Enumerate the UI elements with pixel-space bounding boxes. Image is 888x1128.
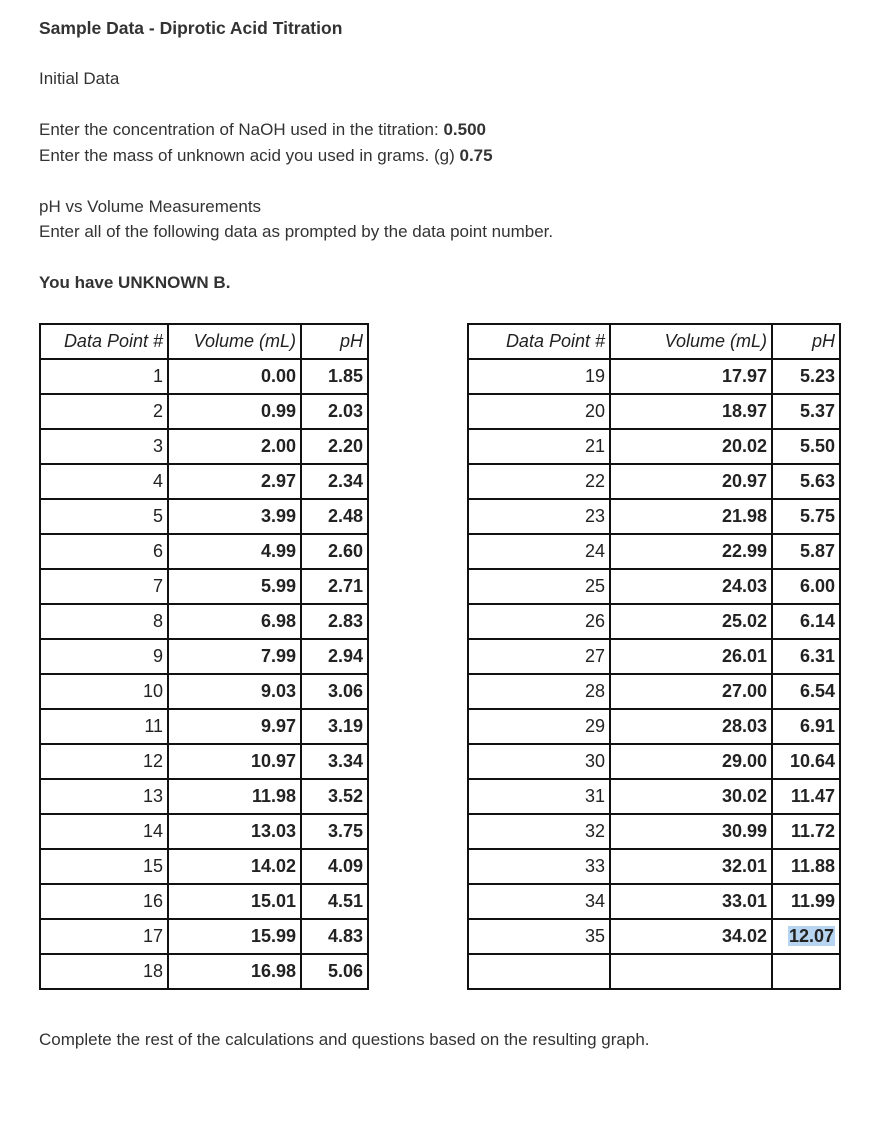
- data-point-cell[interactable]: [40, 429, 168, 464]
- ph-cell[interactable]: [772, 394, 840, 429]
- ph-cell[interactable]: [772, 954, 840, 989]
- data-point-cell[interactable]: [40, 674, 168, 709]
- ph-cell-value: 5.75: [799, 506, 835, 526]
- ph-cell[interactable]: [301, 954, 368, 989]
- table-gap: [368, 779, 468, 814]
- data-point-cell[interactable]: [40, 954, 168, 989]
- data-point-cell[interactable]: [40, 884, 168, 919]
- table-gap: [368, 534, 468, 569]
- volume-cell[interactable]: [168, 569, 301, 604]
- ph-cell[interactable]: [301, 464, 368, 499]
- volume-cell[interactable]: [168, 744, 301, 779]
- data-point-cell-value: 35: [584, 926, 605, 946]
- data-point-cell-value: 14: [142, 821, 163, 841]
- data-point-cell-value: 31: [584, 786, 605, 806]
- data-point-cell[interactable]: [468, 359, 610, 394]
- ph-cell[interactable]: [301, 884, 368, 919]
- ph-cell[interactable]: [301, 744, 368, 779]
- data-point-cell[interactable]: [468, 884, 610, 919]
- data-point-cell-value: 22: [584, 471, 605, 491]
- volume-cell[interactable]: [168, 919, 301, 954]
- naoh-prompt: Enter the concentration of NaOH used in the titration:: [39, 120, 439, 139]
- volume-cell[interactable]: [168, 359, 301, 394]
- ph-cell-value: 6.31: [799, 646, 835, 666]
- header-data-point-right: Data Point #: [468, 324, 610, 359]
- ph-cell[interactable]: [772, 744, 840, 779]
- volume-cell-value: 26.01: [721, 646, 767, 666]
- volume-cell-value: 2.00: [260, 436, 296, 456]
- volume-cell-value: 15.01: [250, 891, 296, 911]
- ph-cell[interactable]: [772, 814, 840, 849]
- volume-cell-value: 15.99: [250, 926, 296, 946]
- table-gap: [368, 324, 468, 359]
- volume-cell[interactable]: [610, 569, 772, 604]
- volume-cell[interactable]: [610, 779, 772, 814]
- volume-cell[interactable]: [610, 674, 772, 709]
- table-row: [40, 779, 840, 814]
- ph-cell-value: 11.72: [790, 821, 835, 841]
- volume-cell[interactable]: [610, 639, 772, 674]
- table-row: [40, 359, 840, 394]
- data-point-cell[interactable]: [468, 709, 610, 744]
- ph-cell[interactable]: [772, 674, 840, 709]
- data-point-cell[interactable]: [40, 639, 168, 674]
- data-point-cell[interactable]: [40, 604, 168, 639]
- volume-cell-value: 9.03: [260, 681, 296, 701]
- footer-instruction: Complete the rest of the calculations and questions based on the resulting graph.: [39, 1030, 650, 1049]
- table-row: [40, 674, 840, 709]
- table-row: [40, 884, 840, 919]
- volume-cell[interactable]: [610, 849, 772, 884]
- data-point-cell-value: 1: [152, 366, 163, 386]
- ph-cell[interactable]: [772, 604, 840, 639]
- data-point-cell-value: 7: [152, 576, 163, 596]
- volume-cell[interactable]: [610, 464, 772, 499]
- data-point-cell-value: 8: [152, 611, 163, 631]
- ph-cell-value: 2.94: [327, 646, 363, 666]
- volume-cell[interactable]: [610, 499, 772, 534]
- volume-cell[interactable]: [610, 744, 772, 779]
- ph-cell-value: 6.00: [799, 576, 835, 596]
- ph-cell-value: 5.37: [799, 401, 835, 421]
- table-row: [40, 849, 840, 884]
- ph-cell[interactable]: [301, 639, 368, 674]
- table-row: [40, 429, 840, 464]
- data-point-cell-value: 6: [152, 541, 163, 561]
- volume-cell-value: 5.99: [260, 576, 296, 596]
- ph-cell-value: 1.85: [327, 366, 363, 386]
- table-row: [40, 604, 840, 639]
- table-gap: [368, 429, 468, 464]
- volume-cell-value: 21.98: [721, 506, 767, 526]
- data-point-cell-value: 27: [584, 646, 605, 666]
- table-gap: [368, 954, 468, 989]
- data-point-cell[interactable]: [468, 464, 610, 499]
- data-point-cell[interactable]: [40, 779, 168, 814]
- volume-cell-value: 24.03: [721, 576, 767, 596]
- volume-cell-value: 4.99: [260, 541, 296, 561]
- volume-cell[interactable]: [168, 534, 301, 569]
- table-gap: [368, 814, 468, 849]
- ph-cell[interactable]: [301, 779, 368, 814]
- mass-value[interactable]: 0.75: [459, 146, 493, 165]
- data-point-cell-value: 30: [584, 751, 605, 771]
- volume-cell[interactable]: [610, 604, 772, 639]
- ph-cell[interactable]: [301, 919, 368, 954]
- volume-cell[interactable]: [168, 499, 301, 534]
- volume-cell[interactable]: [610, 709, 772, 744]
- table-gap: [368, 674, 468, 709]
- ph-cell-value: 2.71: [327, 576, 363, 596]
- data-point-cell-value: 3: [152, 436, 163, 456]
- data-point-cell-value: 2: [152, 401, 163, 421]
- volume-cell-value: 11.98: [251, 786, 296, 806]
- ph-cell-value: 6.54: [799, 681, 835, 701]
- volume-cell-value: 29.00: [721, 751, 767, 771]
- volume-cell[interactable]: [168, 604, 301, 639]
- volume-cell-value: 34.02: [721, 926, 767, 946]
- table-row: [40, 744, 840, 779]
- ph-cell[interactable]: [772, 429, 840, 464]
- volume-cell-value: 6.98: [260, 611, 296, 631]
- volume-cell[interactable]: [168, 814, 301, 849]
- ph-cell[interactable]: [301, 674, 368, 709]
- volume-cell[interactable]: [168, 464, 301, 499]
- data-point-cell-value: 10: [142, 681, 163, 701]
- volume-cell-value: 10.97: [250, 751, 296, 771]
- data-point-cell[interactable]: [40, 919, 168, 954]
- ph-cell-value: 6.14: [799, 611, 835, 631]
- ph-cell-value: 2.83: [327, 611, 363, 631]
- data-point-cell[interactable]: [40, 814, 168, 849]
- table-gap: [368, 499, 468, 534]
- volume-cell-value: 17.97: [721, 366, 767, 386]
- volume-cell[interactable]: [610, 884, 772, 919]
- ph-cell-value: 4.51: [327, 891, 363, 911]
- data-point-cell-value: 20: [584, 401, 605, 421]
- data-point-cell-value: 15: [142, 856, 163, 876]
- table-header-row: [40, 324, 840, 359]
- volume-cell-value: 3.99: [260, 506, 296, 526]
- volume-cell-value: 30.02: [721, 786, 767, 806]
- table-gap: [368, 464, 468, 499]
- data-point-cell-value: 11: [144, 716, 163, 736]
- volume-cell-value: 0.99: [260, 401, 296, 421]
- volume-cell-value: 0.00: [260, 366, 296, 386]
- table-gap: [368, 709, 468, 744]
- volume-cell-value: 9.97: [260, 716, 296, 736]
- ph-cell[interactable]: [772, 359, 840, 394]
- volume-cell-value: 14.02: [250, 856, 296, 876]
- ph-cell-value: 2.48: [327, 506, 363, 526]
- ph-cell-value: 2.20: [327, 436, 363, 456]
- volume-cell[interactable]: [168, 709, 301, 744]
- data-point-cell-value: 19: [584, 366, 605, 386]
- table-gap: [368, 884, 468, 919]
- table-row: [40, 394, 840, 429]
- table-gap: [368, 604, 468, 639]
- data-point-cell-value: 16: [142, 891, 163, 911]
- volume-cell[interactable]: [168, 849, 301, 884]
- data-point-cell[interactable]: [468, 429, 610, 464]
- volume-cell-value: 13.03: [250, 821, 296, 841]
- ph-cell-value: 11.99: [790, 891, 835, 911]
- table-gap: [368, 919, 468, 954]
- data-point-cell-value: 28: [584, 681, 605, 701]
- data-point-cell-value: 4: [152, 471, 163, 491]
- ph-cell-value: 12.07: [788, 926, 834, 946]
- data-point-cell-value: 21: [584, 436, 605, 456]
- data-point-cell-value: 32: [584, 821, 605, 841]
- ph-cell[interactable]: [772, 884, 840, 919]
- ph-cell-value: 4.09: [327, 856, 363, 876]
- table-row: [40, 814, 840, 849]
- table-row: [40, 499, 840, 534]
- data-point-cell[interactable]: [40, 464, 168, 499]
- ph-cell[interactable]: [301, 814, 368, 849]
- ph-cell[interactable]: [772, 849, 840, 884]
- naoh-value[interactable]: 0.500: [443, 120, 487, 139]
- table-gap: [368, 744, 468, 779]
- volume-cell[interactable]: [168, 884, 301, 919]
- ph-cell[interactable]: [301, 429, 368, 464]
- data-point-cell-value: 25: [584, 576, 605, 596]
- ph-cell[interactable]: [301, 534, 368, 569]
- ph-cell[interactable]: [301, 604, 368, 639]
- volume-cell-value: 32.01: [721, 856, 767, 876]
- ph-cell[interactable]: [772, 919, 840, 954]
- ph-cell-value: 4.83: [327, 926, 363, 946]
- data-point-cell[interactable]: [468, 849, 610, 884]
- ph-cell-value: 3.06: [327, 681, 363, 701]
- volume-cell[interactable]: [168, 779, 301, 814]
- volume-cell-value: 7.99: [260, 646, 296, 666]
- table-gap: [368, 569, 468, 604]
- ph-cell-value: 5.63: [799, 471, 835, 491]
- header-volume-right: Volume (mL): [610, 324, 772, 359]
- table-row: [40, 639, 840, 674]
- ph-cell-value: 3.34: [327, 751, 363, 771]
- volume-cell-value: 16.98: [250, 961, 296, 981]
- table-gap: [368, 639, 468, 674]
- ph-cell-value: 10.64: [789, 751, 835, 771]
- volume-cell-value: 28.03: [721, 716, 767, 736]
- ph-cell[interactable]: [772, 464, 840, 499]
- ph-cell-value: 2.34: [327, 471, 363, 491]
- data-point-cell-value: 33: [584, 856, 605, 876]
- acid-mass-line: [39, 146, 493, 166]
- volume-cell-value: 2.97: [260, 471, 296, 491]
- table-gap: [368, 849, 468, 884]
- ph-cell[interactable]: [772, 499, 840, 534]
- data-point-cell-value: 24: [584, 541, 605, 561]
- data-point-cell-value: 9: [152, 646, 163, 666]
- table-row: [40, 464, 840, 499]
- ph-cell-value: 3.75: [327, 821, 363, 841]
- ph-cell-value: 11.47: [790, 786, 835, 806]
- volume-cell-value: 30.99: [721, 821, 767, 841]
- data-point-cell[interactable]: [468, 919, 610, 954]
- volume-cell-value: 18.97: [721, 401, 767, 421]
- ph-cell[interactable]: [301, 569, 368, 604]
- ph-cell-value: 5.87: [799, 541, 835, 561]
- volume-cell[interactable]: [168, 954, 301, 989]
- naoh-concentration-line: [39, 120, 486, 140]
- ph-cell-value: 5.06: [327, 961, 363, 981]
- data-point-cell[interactable]: [40, 394, 168, 429]
- data-point-cell-value: 18: [142, 961, 163, 981]
- data-point-cell[interactable]: [468, 639, 610, 674]
- data-point-cell-value: 29: [584, 716, 605, 736]
- data-point-cell[interactable]: [468, 499, 610, 534]
- data-point-cell[interactable]: [468, 604, 610, 639]
- data-point-cell[interactable]: [468, 674, 610, 709]
- ph-cell-value: 2.03: [327, 401, 363, 421]
- unknown-label: You have UNKNOWN B.: [39, 273, 231, 292]
- data-point-cell[interactable]: [468, 534, 610, 569]
- data-point-cell-value: 26: [584, 611, 605, 631]
- volume-cell-value: 20.97: [721, 471, 767, 491]
- data-point-cell[interactable]: [468, 814, 610, 849]
- mass-prompt: Enter the mass of unknown acid you used in grams. (g): [39, 146, 455, 165]
- data-point-cell[interactable]: [468, 394, 610, 429]
- titration-data-table: [39, 323, 841, 990]
- data-point-cell[interactable]: [40, 499, 168, 534]
- ph-section-heading: pH vs Volume Measurements: [39, 197, 262, 216]
- ph-cell[interactable]: [772, 779, 840, 814]
- header-ph-left: pH: [301, 324, 368, 359]
- ph-cell[interactable]: [301, 709, 368, 744]
- ph-cell-value: 6.91: [799, 716, 835, 736]
- ph-cell[interactable]: [772, 534, 840, 569]
- header-volume-left: Volume (mL): [168, 324, 301, 359]
- data-point-cell[interactable]: [40, 709, 168, 744]
- ph-cell-value: 5.23: [799, 366, 835, 386]
- data-point-cell-value: 34: [584, 891, 605, 911]
- table-row: [40, 534, 840, 569]
- data-point-cell[interactable]: [40, 359, 168, 394]
- header-ph-right: pH: [772, 324, 840, 359]
- volume-cell[interactable]: [168, 639, 301, 674]
- volume-cell[interactable]: [168, 429, 301, 464]
- initial-data-heading: Initial Data: [39, 69, 120, 88]
- table-gap: [368, 394, 468, 429]
- volume-cell[interactable]: [610, 954, 772, 989]
- data-point-cell[interactable]: [40, 744, 168, 779]
- volume-cell[interactable]: [610, 814, 772, 849]
- table-row: [40, 709, 840, 744]
- ph-cell[interactable]: [772, 709, 840, 744]
- ph-cell[interactable]: [301, 394, 368, 429]
- volume-cell-value: 27.00: [721, 681, 767, 701]
- volume-cell[interactable]: [168, 394, 301, 429]
- volume-cell[interactable]: [610, 429, 772, 464]
- data-point-cell[interactable]: [468, 744, 610, 779]
- volume-cell-value: 22.99: [721, 541, 767, 561]
- volume-cell-value: 33.01: [721, 891, 767, 911]
- table-row: [40, 569, 840, 604]
- ph-cell-value: 3.19: [327, 716, 363, 736]
- volume-cell-value: 20.02: [721, 436, 767, 456]
- ph-cell[interactable]: [301, 849, 368, 884]
- ph-section-instruction: Enter all of the following data as prompted by the data point number.: [39, 222, 554, 241]
- ph-cell-value: 11.88: [790, 856, 835, 876]
- table-gap: [368, 359, 468, 394]
- volume-cell[interactable]: [610, 534, 772, 569]
- header-data-point-left: Data Point #: [40, 324, 168, 359]
- data-point-cell-value: 23: [584, 506, 605, 526]
- data-point-cell[interactable]: [40, 849, 168, 884]
- ph-cell-value: 2.60: [327, 541, 363, 561]
- data-point-cell-value: 17: [142, 926, 163, 946]
- table-row: [40, 954, 840, 989]
- data-point-cell[interactable]: [468, 569, 610, 604]
- data-point-cell[interactable]: [40, 569, 168, 604]
- ph-cell[interactable]: [301, 499, 368, 534]
- ph-cell-value: 5.50: [799, 436, 835, 456]
- volume-cell[interactable]: [610, 359, 772, 394]
- page-title: Sample Data - Diprotic Acid Titration: [39, 18, 343, 38]
- data-point-cell-value: 5: [152, 506, 163, 526]
- volume-cell[interactable]: [168, 674, 301, 709]
- volume-cell-value: 25.02: [721, 611, 767, 631]
- data-point-cell[interactable]: [468, 954, 610, 989]
- ph-cell[interactable]: [772, 569, 840, 604]
- data-point-cell[interactable]: [40, 534, 168, 569]
- data-point-cell-value: 12: [142, 751, 163, 771]
- ph-cell[interactable]: [301, 359, 368, 394]
- ph-cell[interactable]: [772, 639, 840, 674]
- data-point-cell-value: 13: [142, 786, 163, 806]
- table-row: [40, 919, 840, 954]
- ph-cell-value: 3.52: [327, 786, 363, 806]
- volume-cell[interactable]: [610, 919, 772, 954]
- data-point-cell[interactable]: [468, 779, 610, 814]
- volume-cell[interactable]: [610, 394, 772, 429]
